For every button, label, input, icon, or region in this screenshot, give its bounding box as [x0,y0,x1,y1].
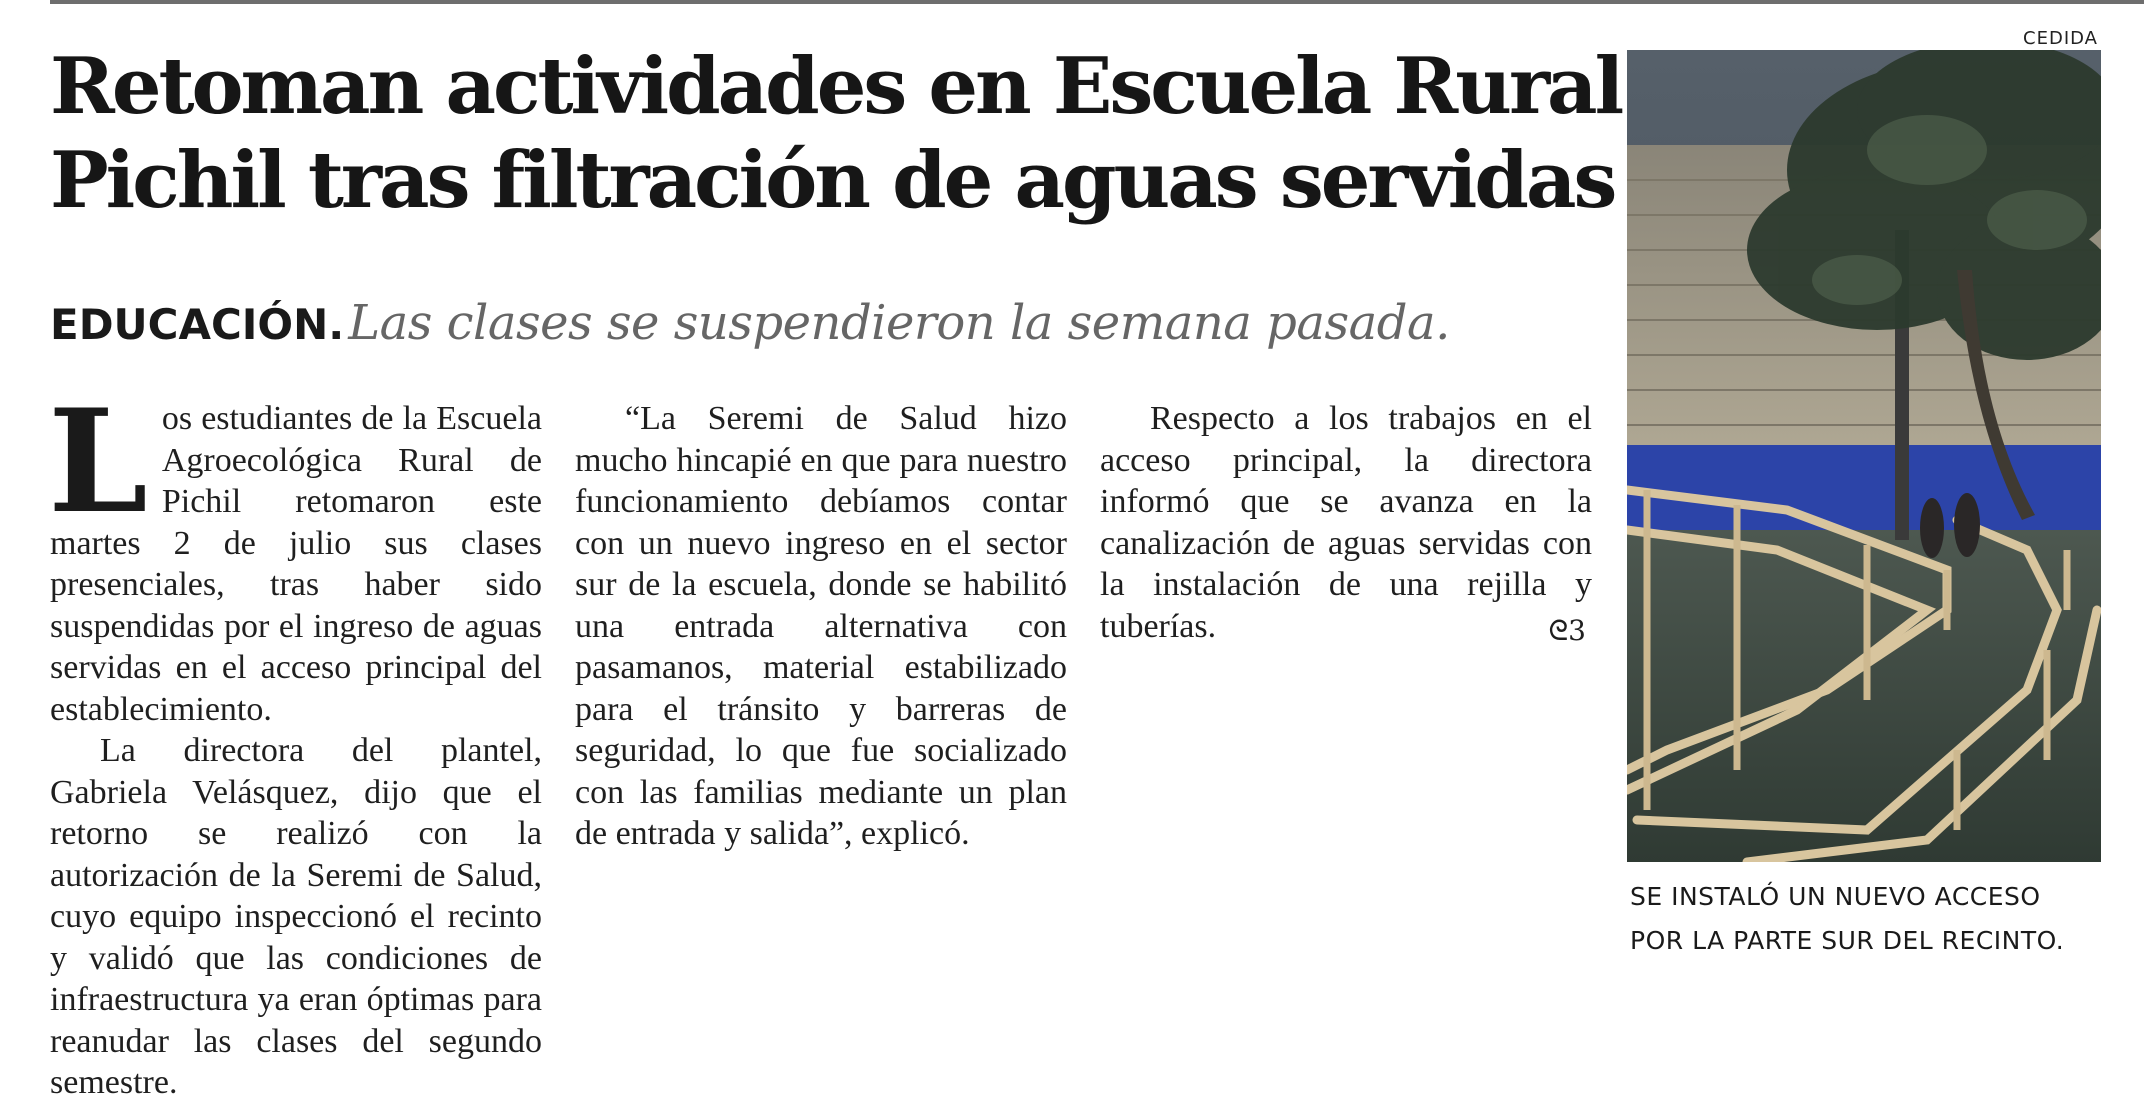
article-photo [1627,50,2101,862]
paragraph-3: “La Seremi de Salud hizo mucho hincapié en que para nuestro funcionamiento debíamos contar con un nuevo ingreso en el sector sur de la escuela, donde se habilitó una entrada alternativa con pasamanos, material estabilizado para el tránsito y barreras de seguridad, lo que fue socializado con las familias mediante un plan de entrada y salida”, explicó. [575,400,1067,852]
photo-credit: CEDIDA [2023,28,2098,49]
photo-illustration [1627,50,2101,862]
deck [50,288,1610,370]
paragraph-4 [1100,398,1592,647]
paragraph-1-text: os estudiantes de la Escuela Agroecológica Rural de Pichil retomaron este martes 2 de julio sus clases presenciales, tras haber sido suspendidas por el ingreso de aguas servidas en el acceso principal del establecimiento. [50,400,542,728]
headline [50,40,1622,228]
article-column-1 [48,379,542,1104]
article-column-3 [1100,398,1592,651]
caption-line-2: POR LA PARTE SUR DEL RECINTO. [1630,926,2065,955]
paragraph-2: La directora del plantel, Gabriela Velásquez, dijo que el retorno se realizó con la autorización de la Seremi de Salud, cuyo equipo inspeccionó el recinto y validó que las condiciones de infraestructura ya eran óptimas para reanudar las clases del segundo semestre. [50,732,542,1101]
subheadline: Las clases se suspendieron la semana pasada. [348,295,1450,351]
top-rule [50,0,2144,4]
photo-caption [1630,875,2110,963]
headline-line-2: Pichil tras filtración de aguas servidas [50,135,1615,226]
paragraph-4-text: Respecto a los trabajos en el acceso principal, la directora informó que se avanza en la canalización de aguas servidas con la instalación de una rejilla y tuberías. [1100,400,1592,645]
headline-line-1: Retoman actividades en Escuela Rural [50,41,1622,132]
caption-line-1: SE INSTALÓ UN NUEVO ACCESO [1630,882,2041,911]
paragraph-1 [48,379,542,730]
end-mark-icon: ᘓ3 [1548,613,1586,647]
section-kicker: EDUCACIÓN. [50,300,345,349]
drop-cap: L [48,379,148,545]
article-column-2 [575,398,1067,855]
